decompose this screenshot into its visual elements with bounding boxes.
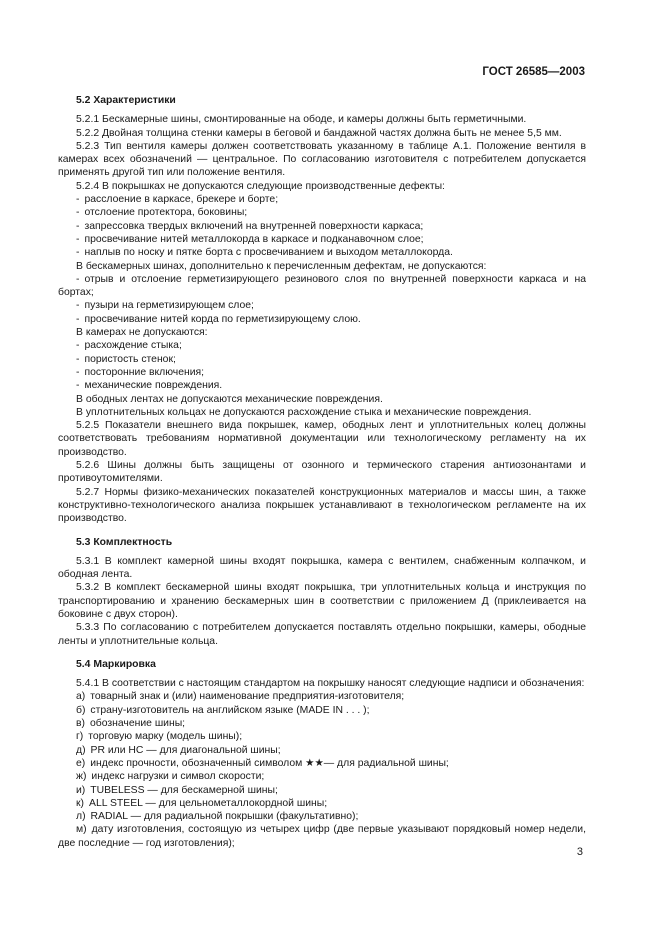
- section-heading: 5.4 Маркировка: [76, 658, 156, 670]
- paragraph: 5.2.5 Показатели внешнего вида покрышек, камер, ободных лент и уплотнительных колец должны соответствовать требованиям нормативной документации или технологическому регламенту на их производство.: [58, 420, 586, 458]
- list-item: [58, 339, 586, 352]
- paragraph: 5.2.6 Шины должны быть защищены от озонного и термического старения антиозонантами и противоутомителями.: [58, 460, 586, 485]
- paragraph: 5.3.3 По согласованию с потребителем допускается поставлять отдельно покрышки, камеры, ободные ленты и уплотнительные кольца.: [58, 622, 586, 647]
- list-marker: г): [76, 731, 84, 743]
- list-marker: -: [76, 300, 80, 312]
- list-item-text: расслоение в каркасе, брекере и борте;: [84, 194, 279, 206]
- page-number: 3: [576, 846, 583, 858]
- list-marker: -: [76, 353, 80, 365]
- paragraph: 5.2.3 Тип вентиля камеры должен соответствовать указанному в таблице А.1. Положение вентиля в камерах всех обозначений — центральное. По согласованию изготовителя с потребителем допускается применять другой тип или положение вентиля.: [58, 140, 586, 179]
- list-item: [58, 353, 586, 366]
- list-item: [58, 810, 586, 823]
- list-item: [58, 823, 586, 850]
- list-marker: -: [76, 313, 80, 325]
- paragraph: В камерах не допускаются:: [76, 327, 208, 339]
- list-item-text: отслоение протектора, боковины;: [84, 207, 248, 219]
- list-item: [58, 704, 586, 717]
- list-item: [58, 717, 586, 730]
- list-item-text: механические повреждения.: [84, 380, 223, 392]
- list-marker: в): [76, 718, 85, 730]
- list-marker: ж): [76, 771, 87, 783]
- paragraph: 5.3.1 В комплект камерной шины входят покрышка, камера с вентилем, снабженным колпачком, и ободная лента.: [58, 555, 586, 581]
- list-item-text: расхождение стыка;: [84, 340, 182, 352]
- list-item-text: посторонние включения;: [84, 366, 205, 378]
- paragraph: 5.4.1 В соответствии с настоящим стандартом на покрышку наносят следующие надписи и обозначения:: [76, 678, 585, 690]
- list-item: [58, 273, 586, 300]
- document-header: ГОСТ 26585—2003: [482, 66, 585, 78]
- paragraph: 5.2.1 Бескамерные шины, смонтированные на ободе, и камеры должны быть герметичными.: [76, 114, 527, 126]
- paragraph: В бескамерных шинах, дополнительно к перечисленным дефектам, не допускаются:: [76, 260, 487, 272]
- list-marker: м): [76, 824, 87, 836]
- list-item: [58, 379, 586, 392]
- list-item-text: индекс нагрузки и символ скорости;: [91, 771, 265, 783]
- list-item: [58, 299, 586, 312]
- list-marker: а): [76, 691, 86, 703]
- list-marker: б): [76, 704, 86, 716]
- list-item: [58, 193, 586, 206]
- list-item: [58, 797, 586, 810]
- list-item-text: обозначение шины;: [89, 718, 186, 730]
- list-item-text: товарный знак и (или) наименование предприятия-изготовителя;: [90, 691, 405, 703]
- list-marker: -: [76, 340, 80, 352]
- list-item-text: ALL STEEL — для цельнометаллокордной шины;: [89, 797, 328, 809]
- list-item-text: торговую марку (модель шины);: [88, 731, 243, 743]
- list-item: [58, 690, 586, 703]
- list-item: [58, 366, 586, 379]
- list-item: [58, 233, 586, 246]
- list-item-text: запрессовка твердых включений на внутренней поверхности каркаса;: [84, 220, 424, 232]
- list-item-text: пористость стенок;: [84, 353, 176, 365]
- list-item: [58, 206, 586, 219]
- list-item-text: индекс прочности, обозначенный символом ★★— для радиальной шины;: [90, 757, 449, 769]
- list-marker: е): [76, 757, 86, 769]
- list-item: [58, 246, 586, 259]
- list-marker: -: [76, 247, 80, 259]
- paragraph: 5.2.2 Двойная толщина стенки камеры в беговой и бандажной частях должна быть не менее 5,5 мм.: [76, 127, 562, 139]
- list-item: [58, 757, 586, 770]
- list-item: [58, 313, 586, 326]
- list-item-text: TUBELESS — для бескамерной шины;: [90, 784, 278, 796]
- list-marker: и): [76, 784, 86, 796]
- list-item-text: пузыри на герметизирующем слое;: [84, 300, 254, 312]
- list-item-text: просвечивание нитей корда по герметизирующему слою.: [84, 313, 361, 325]
- list-marker: -: [76, 366, 80, 378]
- list-item: [58, 770, 586, 783]
- paragraph: 5.2.4 В покрышках не допускаются следующие производственные дефекты:: [76, 180, 445, 192]
- list-item-text: отрыв и отслоение герметизирующего резинового слоя по внутренней поверхности каркаса и на бортах;: [58, 273, 586, 299]
- list-marker: -: [76, 273, 80, 285]
- list-item: [58, 730, 586, 743]
- list-item: [58, 744, 586, 757]
- list-item: [58, 220, 586, 233]
- section-heading: 5.2 Характеристики: [76, 95, 176, 106]
- list-marker: -: [76, 194, 80, 206]
- section-heading: 5.3 Комплектность: [76, 536, 173, 548]
- list-item-text: RADIAL — для радиальной покрышки (факультативно);: [90, 811, 359, 823]
- paragraph: В ободных лентах не допускаются механические повреждения.: [76, 393, 383, 405]
- paragraph: 5.3.2 В комплект бескамерной шины входят покрышка, три уплотнительных кольца и инструкция по транспортированию и хранению бескамерных шин в соответствии с приложением Д (приклеивается на боковине с двух сторон).: [58, 582, 586, 620]
- list-marker: -: [76, 380, 80, 392]
- list-item-text: просвечивание нитей металлокорда в каркасе и подканавочном слое;: [84, 233, 424, 245]
- list-item-text: PR или НС — для диагональной шины;: [90, 744, 281, 756]
- list-marker: -: [76, 207, 80, 219]
- list-marker: -: [76, 233, 80, 245]
- list-marker: д): [76, 744, 86, 756]
- paragraph: 5.2.7 Нормы физико-механических показателей конструкционных материалов и массы шин, а также конструктивно-технологического анализа покрышек устанавливают в технологическом регламенте на их производство.: [58, 486, 586, 525]
- list-item-text: дату изготовления, состоящую из четырех цифр (две первые указывают порядковый номер недели, две последние — год изготовления);: [58, 824, 586, 849]
- list-marker: л): [76, 811, 86, 823]
- paragraph: В уплотнительных кольцах не допускаются расхождение стыка и механические повреждения.: [76, 406, 532, 418]
- document-body: [58, 94, 586, 850]
- list-item: [58, 784, 586, 797]
- list-item-text: страну-изготовитель на английском языке (MADE IN . . . );: [90, 704, 370, 716]
- list-marker: -: [76, 220, 80, 232]
- list-item-text: наплыв по носку и пятке борта с просвечиванием и выходом металлокорда.: [84, 247, 453, 259]
- list-marker: к): [76, 797, 85, 809]
